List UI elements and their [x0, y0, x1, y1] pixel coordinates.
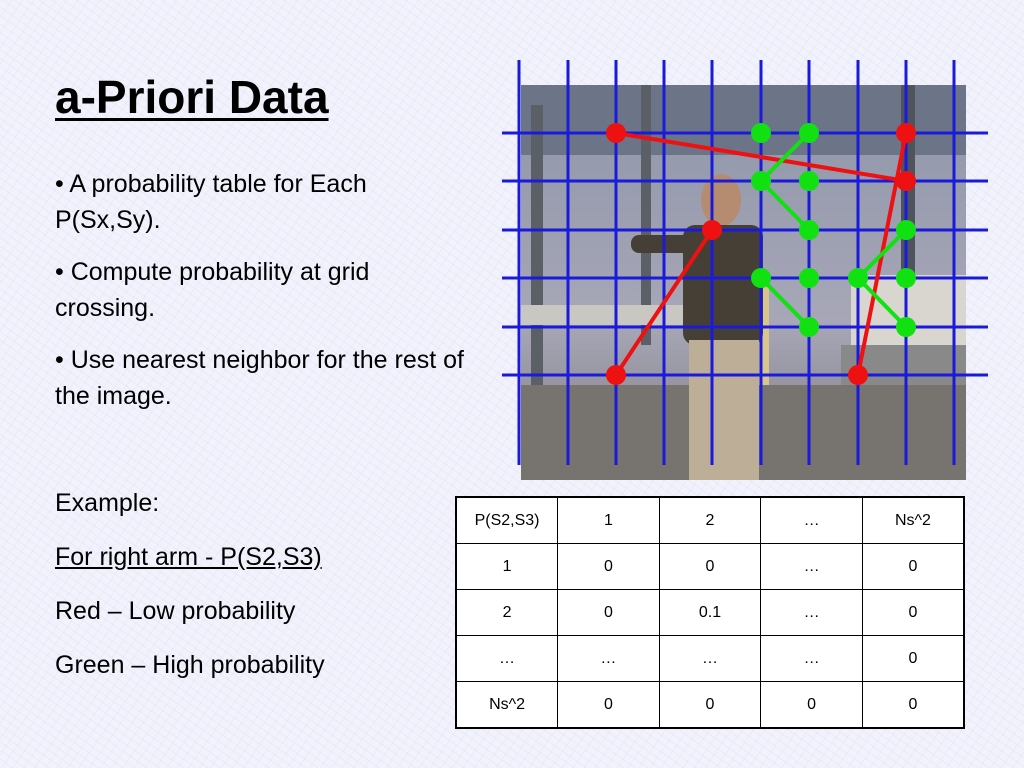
high-probability-point	[799, 220, 819, 240]
high-probability-point	[896, 220, 916, 240]
table-row	[456, 544, 964, 590]
probability-table	[455, 496, 965, 729]
table-cell: 1	[558, 497, 660, 544]
example-block	[55, 488, 435, 704]
table-cell: …	[456, 636, 558, 682]
high-probability-point	[799, 123, 819, 143]
table-cell: 0	[659, 682, 761, 729]
low-probability-point	[702, 220, 722, 240]
table-cell: 2	[456, 590, 558, 636]
table-cell: …	[558, 636, 660, 682]
high-probability-link	[761, 278, 809, 327]
high-probability-point	[751, 123, 771, 143]
bullet-list	[55, 166, 465, 430]
low-probability-point	[848, 365, 868, 385]
high-probability-link	[761, 181, 809, 230]
table-cell: 0	[761, 682, 863, 729]
table-cell: 1	[456, 544, 558, 590]
high-probability-link	[858, 230, 906, 278]
table-cell: 0	[862, 636, 964, 682]
table-cell: Ns^2	[862, 497, 964, 544]
table-cell: Ns^2	[456, 682, 558, 729]
table-cell: 0	[862, 682, 964, 729]
high-probability-point	[799, 317, 819, 337]
table-row	[456, 590, 964, 636]
table-cell: 0	[659, 544, 761, 590]
table-cell: 0	[558, 544, 660, 590]
table-cell: 2	[659, 497, 761, 544]
bullet-grid-crossing: • Compute probability at grid crossing.	[55, 258, 370, 322]
low-probability-point	[606, 123, 626, 143]
table-cell: 0	[862, 590, 964, 636]
high-probability-point	[799, 171, 819, 191]
table-cell: P(S2,S3)	[456, 497, 558, 544]
table-row	[456, 682, 964, 729]
high-probability-link	[858, 278, 906, 327]
high-probability-point	[848, 268, 868, 288]
high-probability-point	[751, 268, 771, 288]
grid-overlay	[502, 60, 988, 465]
bullet-nearest-neighbor: • Use nearest neighbor for the rest of the image.	[55, 346, 464, 410]
table-header-row	[456, 497, 964, 544]
high-probability-point	[896, 317, 916, 337]
table-row	[456, 636, 964, 682]
example-subtitle: For right arm - P(S2,S3)	[55, 543, 322, 571]
example-heading: Example:	[55, 489, 160, 517]
table-cell: …	[761, 590, 863, 636]
table-cell: …	[659, 636, 761, 682]
red-legend-text: Red – Low probability	[55, 597, 296, 625]
table-cell: 0	[558, 682, 660, 729]
bullet-probability-table: • A probability table for Each P(Sx,Sy).	[55, 170, 367, 234]
table-cell: 0.1	[659, 590, 761, 636]
table-cell: 0	[862, 544, 964, 590]
table-cell: …	[761, 636, 863, 682]
low-probability-point	[896, 171, 916, 191]
table-cell: …	[761, 544, 863, 590]
high-probability-point	[751, 171, 771, 191]
high-probability-point	[799, 268, 819, 288]
high-probability-point	[896, 268, 916, 288]
table-cell: 0	[558, 590, 660, 636]
slide-title: a-Priori Data	[55, 71, 329, 123]
table-cell: …	[761, 497, 863, 544]
figure-grid-photo	[502, 60, 988, 465]
green-legend-text: Green – High probability	[55, 651, 325, 679]
low-probability-point	[896, 123, 916, 143]
low-probability-point	[606, 365, 626, 385]
